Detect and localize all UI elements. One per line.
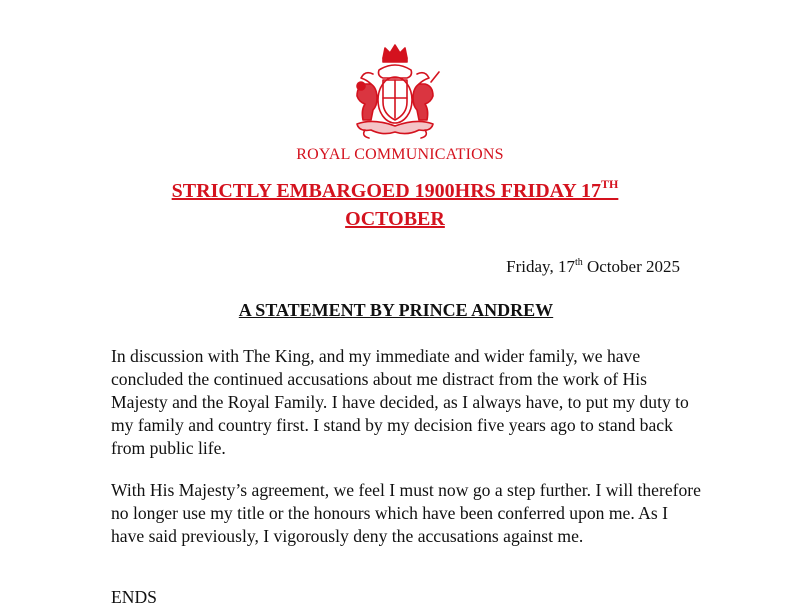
issuing-office-label: ROYAL COMMUNICATIONS [296,146,504,163]
statement-paragraph: In discussion with The King, and my immediate and wider family, we have concluded the continued accusations about me distract from the work of His Majesty and the Royal Family. I have decided, as I always have, to put my duty to my family and country first. I stand by my decision five years ago to stand back from public life. [111,346,689,458]
statement-paragraph: With His Majesty’s agreement, we feel I must now go a step further. I will therefore no longer use my title or the honours which have been conferred upon me. As I have said previously, I vigorously deny the accusations against me. [111,480,701,546]
ends-marker: ENDS [111,587,157,607]
date-day: Friday, 17 [506,257,575,276]
statement-title: A STATEMENT BY PRINCE ANDREW [238,300,554,320]
embargo-notice [130,177,660,233]
embargo-ordinal-suffix: TH [601,177,619,191]
embargo-line-2: OCTOBER [345,208,445,230]
date-month-year: October 2025 [582,257,680,276]
date-ordinal-suffix: th [574,257,583,268]
statement-date [506,257,680,277]
embargo-line-1: STRICTLY EMBARGOED 1900HRS FRIDAY 17 [171,180,601,202]
royal-coat-of-arms-icon [343,40,447,140]
